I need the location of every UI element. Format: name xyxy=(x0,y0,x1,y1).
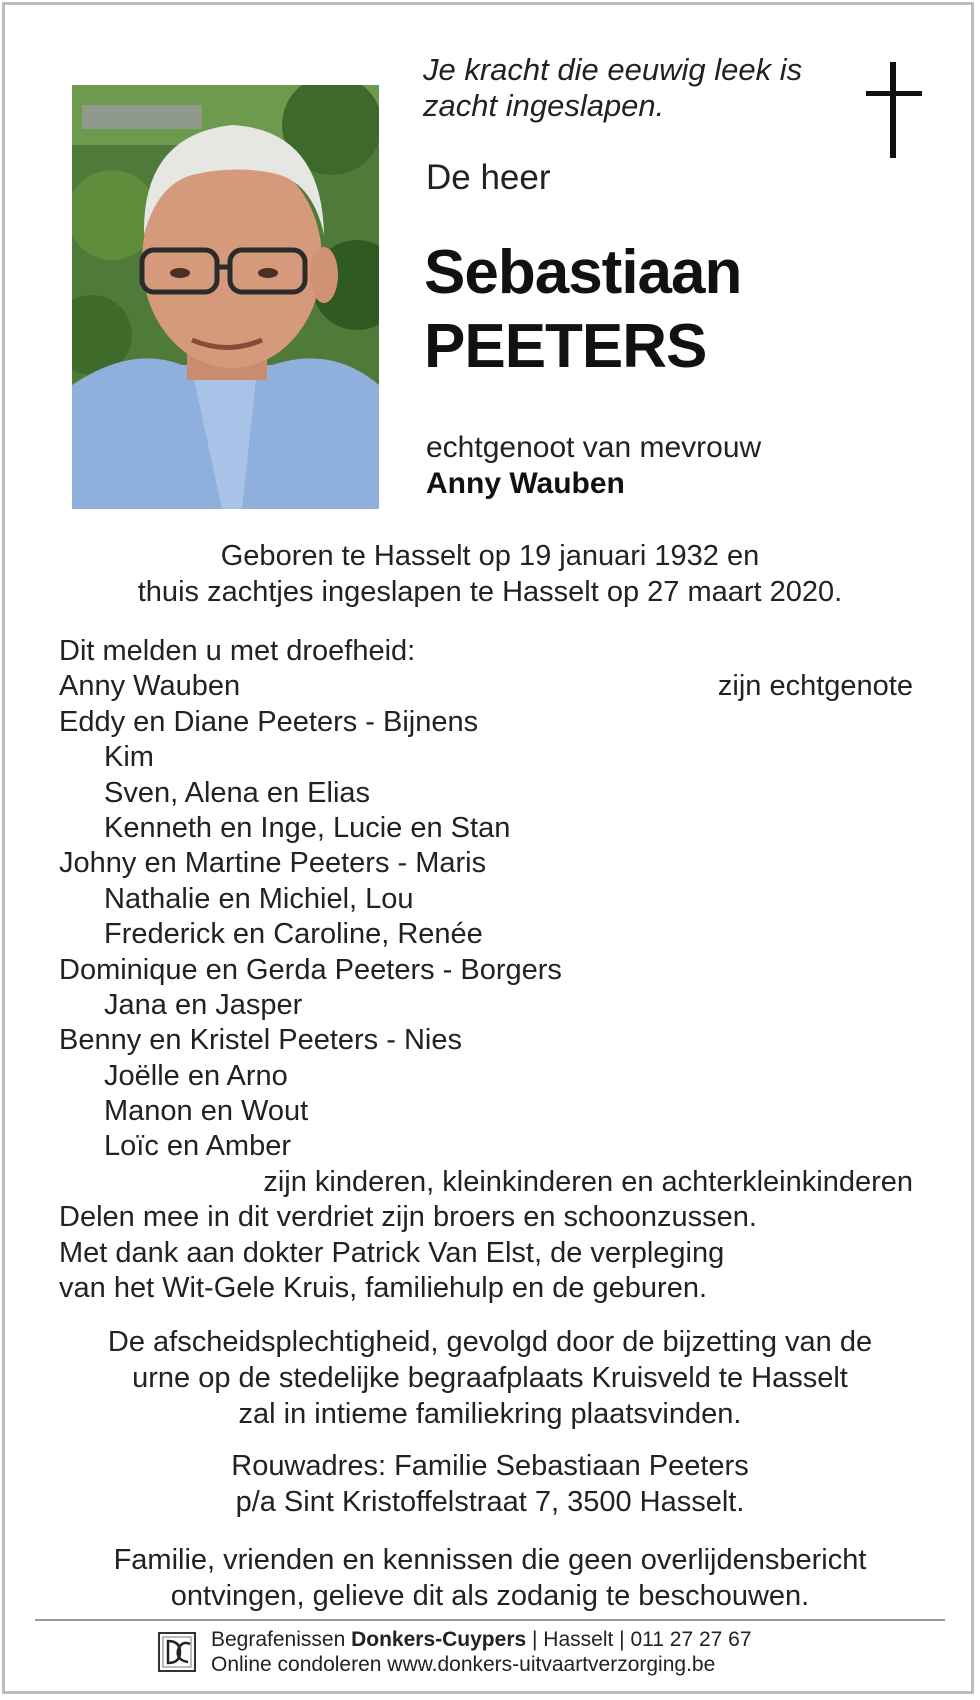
list-item: Kim xyxy=(104,741,154,774)
text-line: Familie, vrienden en kennissen die geen overlijdensbericht xyxy=(113,1544,867,1576)
spouse-list-name: Anny Wauben xyxy=(59,670,241,703)
cross-icon xyxy=(866,62,922,158)
text-line: Geboren te Hasselt op 19 januari 1932 en xyxy=(220,540,760,572)
notice-text xyxy=(40,1542,940,1614)
list-item: Nathalie en Michiel, Lou xyxy=(104,882,414,915)
online-condolence-link[interactable]: Online condoleren www.donkers-uitvaartverzorging.be xyxy=(211,1653,716,1676)
mourning-address xyxy=(40,1448,940,1520)
list-item: Frederick en Caroline, Renée xyxy=(104,918,483,951)
list-item: Joëlle en Arno xyxy=(104,1059,288,1092)
spouse-name: Anny Wauben xyxy=(426,467,625,500)
footer-prefix: Begrafenissen xyxy=(211,1628,346,1651)
closing-line: Met dank aan dokter Patrick Van Elst, de verpleging xyxy=(59,1236,725,1269)
text-line: Rouwadres: Familie Sebastiaan Peeters xyxy=(231,1450,749,1482)
company-name: Donkers-Cuypers xyxy=(351,1628,527,1651)
quote-line: zacht ingeslapen. xyxy=(423,88,665,123)
closing-line: van het Wit-Gele Kruis, familiehulp en de geburen. xyxy=(59,1272,708,1305)
list-intro: Dit melden u met droefheid: xyxy=(59,635,416,667)
dc-monogram-logo-icon xyxy=(158,1632,196,1672)
company-city-phone: | Hasselt | 011 27 27 67 xyxy=(532,1628,752,1651)
list-item: Manon en Wout xyxy=(104,1095,309,1128)
family-list xyxy=(59,634,916,1306)
text-line: De afscheidsplechtigheid, gevolgd door de bijzetting van de xyxy=(107,1326,873,1358)
ceremony-text xyxy=(40,1324,940,1432)
spouse-label: echtgenoot van mevrouw xyxy=(426,431,762,464)
quote-line: Je kracht die eeuwig leek is xyxy=(423,52,803,87)
footer-divider xyxy=(35,1619,945,1621)
text-line: p/a Sint Kristoffelstraat 7, 3500 Hasselt. xyxy=(235,1486,745,1518)
first-name: Sebastiaan xyxy=(424,238,742,307)
list-item: Dominique en Gerda Peeters - Borgers xyxy=(59,953,562,986)
deceased-name xyxy=(424,236,741,384)
text-line: ontvingen, gelieve dit als zodanig te beschouwen. xyxy=(170,1580,810,1612)
funeral-home-info xyxy=(211,1627,752,1677)
memorial-quote xyxy=(423,52,802,124)
list-item: Kenneth en Inge, Lucie en Stan xyxy=(104,811,511,844)
portrait-photo xyxy=(72,85,379,509)
birth-death-text xyxy=(40,538,940,610)
text-line: urne op de stedelijke begraafplaats Kruisveld te Hasselt xyxy=(132,1362,848,1394)
list-item: Sven, Alena en Elias xyxy=(104,776,371,809)
text-line: zal in intieme familiekring plaatsvinden. xyxy=(238,1398,742,1430)
list-item: Loïc en Amber xyxy=(104,1130,291,1163)
text-line: thuis zachtjes ingeslapen te Hasselt op 27 maart 2020. xyxy=(137,576,843,608)
list-item-spouse xyxy=(59,669,916,704)
list-item: Benny en Kristel Peeters - Nies xyxy=(59,1024,462,1057)
list-item: Eddy en Diane Peeters - Bijnens xyxy=(59,705,479,738)
last-name: PEETERS xyxy=(424,312,707,381)
spouse-relation: zijn echtgenote xyxy=(717,670,913,703)
closing-line: Delen mee in dit verdriet zijn broers en schoonzussen. xyxy=(59,1201,757,1234)
honorific: De heer xyxy=(426,158,551,197)
list-item: Jana en Jasper xyxy=(104,988,303,1021)
list-item: Johny en Martine Peeters - Maris xyxy=(59,847,487,880)
relation-summary: zijn kinderen, kleinkinderen en achterkleinkinderen xyxy=(263,1165,913,1198)
